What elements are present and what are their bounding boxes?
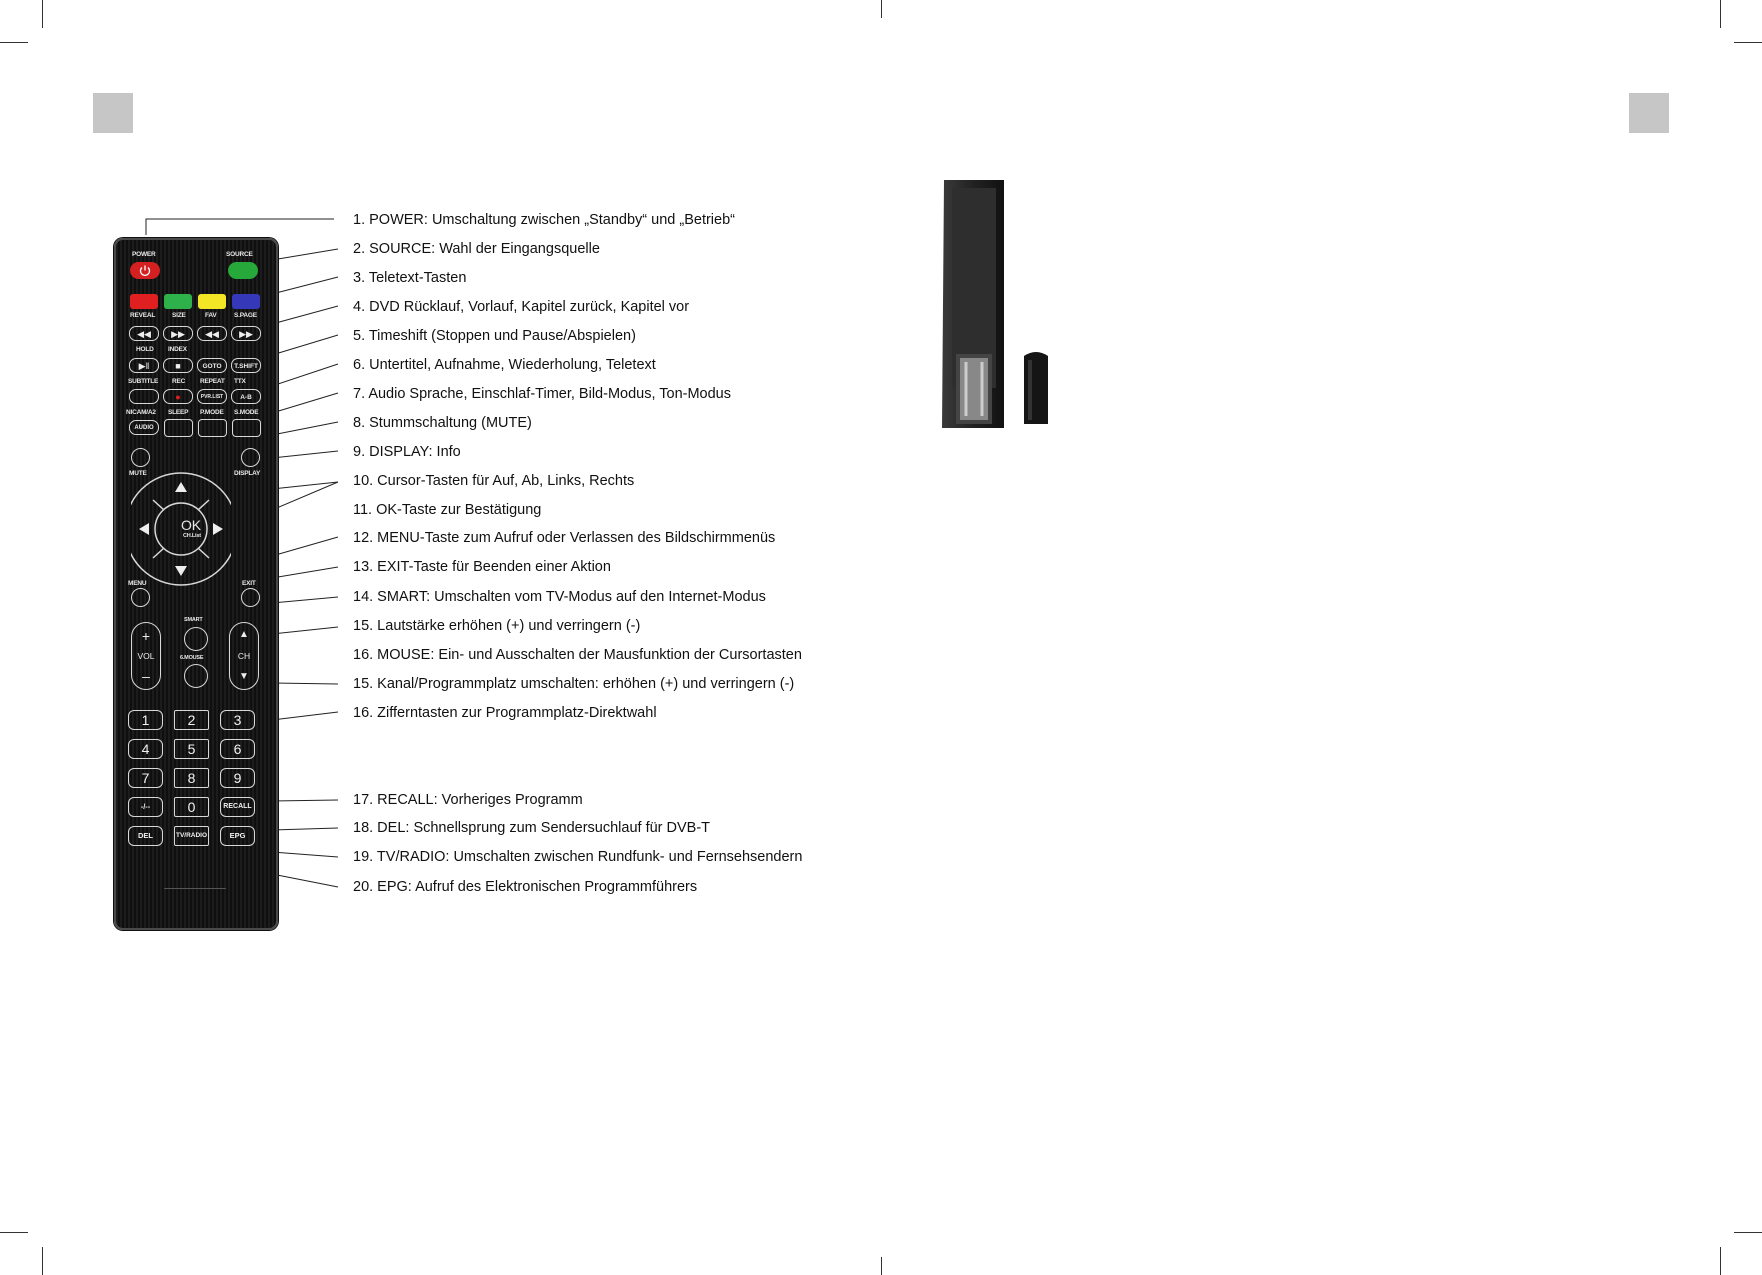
- ttx-label: TTX: [234, 378, 246, 385]
- remote-logo-line: [164, 888, 226, 889]
- repeat-label: REPEAT: [200, 378, 225, 385]
- leader-line: [146, 219, 334, 235]
- ch-label: CH: [237, 651, 251, 661]
- callout-13: 13. EXIT-Taste für Beenden einer Aktion: [353, 559, 611, 575]
- mouse-button[interactable]: [184, 664, 208, 688]
- callout-16b: 16. Zifferntasten zur Programmplatz-Direktwahl: [353, 705, 657, 721]
- smode-label: S.MODE: [234, 409, 259, 416]
- exit-button[interactable]: [241, 588, 260, 607]
- callout-3: 3. Teletext-Tasten: [353, 270, 467, 286]
- menu-label: MENU: [128, 580, 147, 587]
- index-label: INDEX: [168, 346, 187, 353]
- play-pause-button[interactable]: ▶‖: [129, 358, 159, 373]
- teletext-red-button[interactable]: [130, 294, 158, 309]
- leader-line: [272, 451, 338, 458]
- display-label: DISPLAY: [234, 470, 261, 477]
- mouse-label: 6.MOUSE: [180, 655, 204, 661]
- fav-label: FAV: [205, 312, 217, 319]
- teletext-yellow-button[interactable]: [198, 294, 226, 309]
- callout-16: 16. MOUSE: Ein- und Ausschalten der Mausfunktion der Cursortasten: [353, 647, 802, 663]
- number-button[interactable]: 9: [220, 768, 255, 788]
- reveal-label: REVEAL: [130, 312, 156, 319]
- ch-down-icon[interactable]: ▼: [239, 671, 249, 682]
- stop-button[interactable]: ■: [163, 358, 193, 373]
- pmode-button[interactable]: [198, 419, 227, 437]
- teletext-green-button[interactable]: [164, 294, 192, 309]
- rec-label: REC: [172, 378, 186, 385]
- callout-15b: 15. Kanal/Programmplatz umschalten: erhöhen (+) und verringern (-): [353, 676, 795, 692]
- vol-plus[interactable]: +: [141, 628, 151, 644]
- leader-line: [272, 800, 338, 801]
- source-button[interactable]: [228, 262, 258, 279]
- number-button[interactable]: 1: [128, 710, 163, 730]
- arrow-down-icon: [175, 566, 187, 576]
- goto-button[interactable]: GOTO: [197, 358, 227, 373]
- leader-line: [272, 874, 338, 887]
- rec-button[interactable]: ●: [163, 389, 193, 404]
- teletext-blue-button[interactable]: [232, 294, 260, 309]
- ab-button[interactable]: A-B: [231, 389, 261, 404]
- callout-15: 15. Lautstärke erhöhen (+) und verringern (-): [353, 618, 641, 634]
- number-button[interactable]: 0: [174, 797, 209, 817]
- remote-control: [114, 238, 278, 930]
- callout-10: 10. Cursor-Tasten für Auf, Ab, Links, Rechts: [353, 473, 635, 489]
- leader-line: [272, 306, 338, 324]
- leader-line: [272, 712, 338, 720]
- mute-label: MUTE: [129, 470, 147, 477]
- leader-line: [272, 537, 338, 556]
- recall-button[interactable]: RECALL: [220, 797, 255, 817]
- volume-rocker[interactable]: [131, 622, 161, 690]
- ch-up-icon[interactable]: ▲: [239, 629, 249, 640]
- arrow-up-icon: [175, 482, 187, 492]
- number-button[interactable]: 7: [128, 768, 163, 788]
- leader-line: [272, 852, 338, 857]
- menu-button[interactable]: [131, 588, 150, 607]
- leader-line: [272, 277, 338, 294]
- tvradio-button[interactable]: TV/RADIO: [174, 826, 209, 846]
- leader-line: [272, 683, 338, 684]
- exit-label: EXIT: [242, 580, 256, 587]
- leader-line: [272, 567, 338, 578]
- callout-11: 11. OK-Taste zur Bestätigung: [353, 502, 542, 518]
- vol-label: VOL: [137, 651, 155, 661]
- leader-line: [272, 422, 338, 435]
- number-button[interactable]: 2: [174, 710, 209, 730]
- callout-9: 9. DISPLAY: Info: [353, 444, 461, 460]
- subtitle-label: SUBTITLE: [128, 378, 159, 385]
- display-button[interactable]: [241, 448, 260, 467]
- power-button[interactable]: [130, 262, 160, 279]
- power-label: POWER: [132, 251, 156, 258]
- leader-line: [272, 364, 338, 386]
- pmode-label: P.MODE: [200, 409, 224, 416]
- tshift-button[interactable]: T.SHIFT: [231, 358, 261, 373]
- smart-label: SMART: [184, 617, 203, 623]
- del-button[interactable]: DEL: [128, 826, 163, 846]
- pvrlist-button[interactable]: PVR.LIST: [197, 389, 227, 404]
- ok-label[interactable]: OK: [181, 517, 201, 533]
- callout-19: 19. TV/RADIO: Umschalten zwischen Rundfunk- und Fernsehsendern: [353, 849, 803, 865]
- dash-button[interactable]: -/--: [128, 797, 163, 817]
- leader-line: [272, 828, 338, 830]
- leader-line: [272, 393, 338, 413]
- arrow-right-icon: [213, 523, 223, 535]
- rewind-button[interactable]: ◀◀: [129, 326, 159, 341]
- audio-button[interactable]: AUDIO: [129, 420, 159, 435]
- sleep-label: SLEEP: [168, 409, 189, 416]
- vol-minus[interactable]: –: [142, 668, 150, 684]
- callout-1: 1. POWER: Umschaltung zwischen „Standby“ und „Betrieb“: [353, 212, 735, 228]
- leader-line: [272, 249, 338, 260]
- size-label: SIZE: [172, 312, 186, 319]
- number-button[interactable]: 4: [128, 739, 163, 759]
- leader-line: [272, 335, 338, 355]
- callout-6: 6. Untertitel, Aufnahme, Wiederholung, Teletext: [353, 357, 656, 373]
- leader-line: [272, 482, 338, 489]
- remote-back-photo: [940, 178, 1070, 438]
- source-label: SOURCE: [226, 251, 253, 258]
- callout-20: 20. EPG: Aufruf des Elektronischen Programmführers: [353, 879, 698, 895]
- callout-14: 14. SMART: Umschalten vom TV-Modus auf den Internet-Modus: [353, 589, 766, 605]
- smart-button[interactable]: [184, 627, 208, 651]
- leader-line: [272, 597, 338, 603]
- power-icon: [130, 262, 160, 279]
- channel-rocker[interactable]: [229, 622, 259, 690]
- chlist-label: CH.List: [183, 533, 201, 539]
- callout-5: 5. Timeshift (Stoppen und Pause/Abspielen): [353, 328, 636, 344]
- callout-12: 12. MENU-Taste zum Aufruf oder Verlassen des Bildschirmmenüs: [353, 530, 776, 546]
- callout-2: 2. SOURCE: Wahl der Eingangsquelle: [353, 241, 600, 257]
- number-button[interactable]: 6: [220, 739, 255, 759]
- callout-8: 8. Stummschaltung (MUTE): [353, 415, 532, 431]
- forward-button[interactable]: ▶▶: [163, 326, 193, 341]
- prev-chapter-button[interactable]: ◀◀: [197, 326, 227, 341]
- hold-label: HOLD: [136, 346, 154, 353]
- epg-button[interactable]: EPG: [220, 826, 255, 846]
- leader-line: [272, 482, 338, 510]
- spage-label: S.PAGE: [234, 312, 257, 319]
- callout-18: 18. DEL: Schnellsprung zum Sendersuchlauf für DVB-T: [353, 820, 711, 836]
- smode-button[interactable]: [232, 419, 261, 437]
- number-button[interactable]: 3: [220, 710, 255, 730]
- callout-4: 4. DVD Rücklauf, Vorlauf, Kapitel zurück, Kapitel vor: [353, 299, 690, 315]
- number-button[interactable]: 5: [174, 739, 209, 759]
- callout-17: 17. RECALL: Vorheriges Programm: [353, 792, 583, 808]
- nicam-label: NICAM/A2: [126, 409, 156, 416]
- number-button[interactable]: 8: [174, 768, 209, 788]
- leader-line: [272, 627, 338, 634]
- mute-button[interactable]: [131, 448, 150, 467]
- subtitle-button[interactable]: [129, 389, 159, 404]
- callout-7: 7. Audio Sprache, Einschlaf-Timer, Bild-Modus, Ton-Modus: [353, 386, 731, 402]
- sleep-button[interactable]: [164, 419, 193, 437]
- next-chapter-button[interactable]: ▶▶: [231, 326, 261, 341]
- arrow-left-icon: [139, 523, 149, 535]
